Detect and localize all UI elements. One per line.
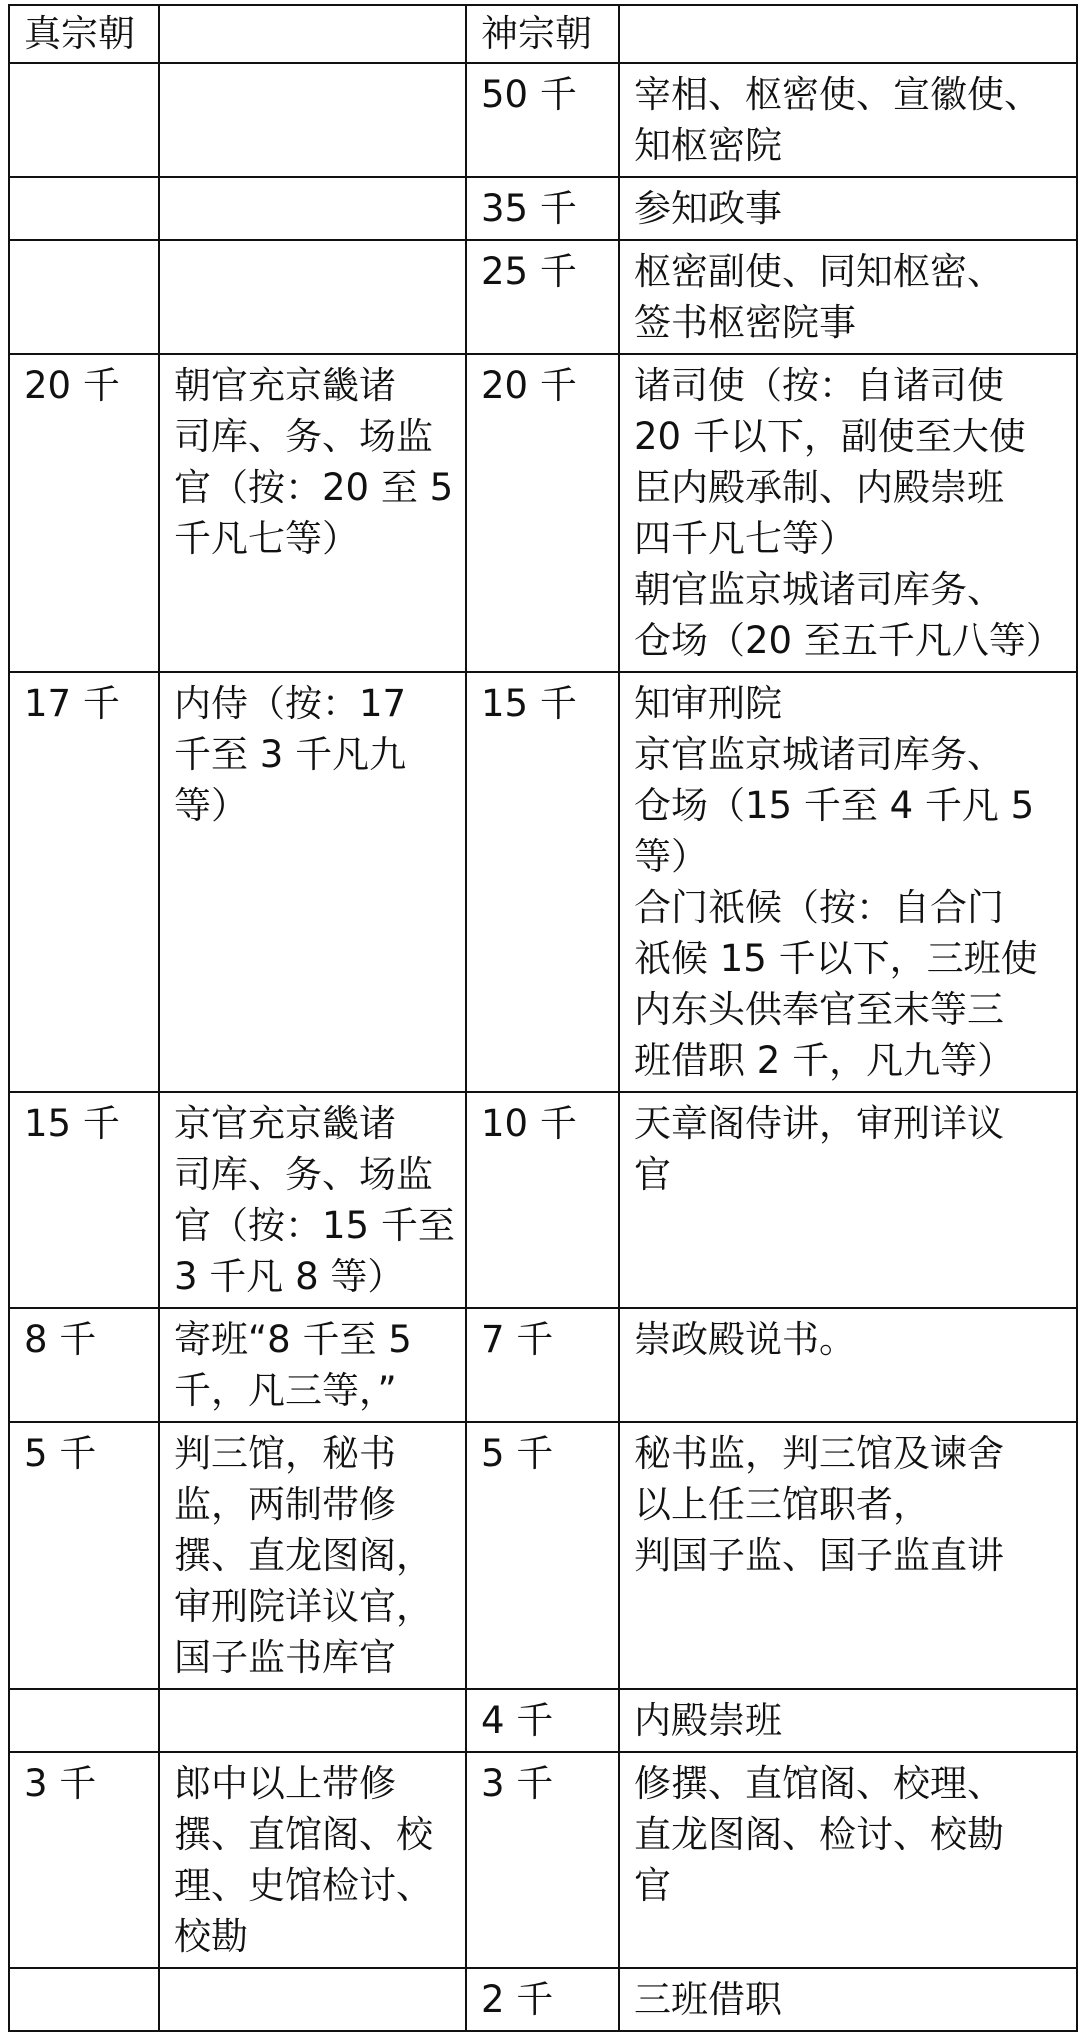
cell-line: 判国子监、国子监直讲 [634, 1534, 1004, 1577]
table-row [9, 354, 1077, 672]
cell-line: 国子监书库官 [174, 1636, 396, 1679]
zhenzong-amount-cell: 15 千 [9, 1092, 159, 1308]
zhenzong-amount-cell [9, 177, 159, 240]
cell-line: 官 [634, 1153, 671, 1196]
cell-line: 理、史馆检讨、 [174, 1864, 433, 1907]
zhenzong-amount-cell [9, 63, 159, 177]
cell-line: 知审刑院 [634, 682, 782, 725]
header-zhenzong: 真宗朝 [9, 5, 159, 63]
cell-line: 班借职 2 千，凡九等） [634, 1039, 1015, 1082]
zhenzong-office-cell [159, 672, 466, 1092]
cell-line: 司库、务、场监 [174, 415, 433, 458]
shenzong-office-cell [619, 1689, 1077, 1752]
zhenzong-amount-cell [9, 240, 159, 354]
cell-line: 修撰、直馆阁、校理、 [634, 1762, 1004, 1805]
cell-line: 3 千凡 8 等） [174, 1255, 405, 1298]
shenzong-amount-cell: 7 千 [466, 1308, 619, 1422]
table-row [9, 177, 1077, 240]
zhenzong-amount-cell [9, 1968, 159, 2031]
cell-line: 官（按：20 至 5 [174, 466, 454, 509]
zhenzong-amount-cell: 3 千 [9, 1752, 159, 1968]
cell-line: 判三馆，秘书 [174, 1432, 396, 1475]
cell-line: 郎中以上带修 [174, 1762, 396, 1805]
cell-line: 秘书监，判三馆及谏舍 [634, 1432, 1004, 1475]
shenzong-amount-cell: 50 千 [466, 63, 619, 177]
zhenzong-office-cell [159, 1422, 466, 1689]
cell-line: 参知政事 [634, 187, 782, 230]
zhenzong-office-cell [159, 1752, 466, 1968]
cell-line: 枢密副使、同知枢密、 [634, 250, 1004, 293]
shenzong-office-cell [619, 1968, 1077, 2031]
zhenzong-office-cell [159, 177, 466, 240]
zhenzong-amount-cell: 5 千 [9, 1422, 159, 1689]
cell-line: 20 千以下，副使至大使 [634, 415, 1026, 458]
shenzong-office-cell [619, 1422, 1077, 1689]
cell-line: 等） [634, 835, 708, 878]
shenzong-amount-cell: 2 千 [466, 1968, 619, 2031]
cell-line: 官 [634, 1864, 671, 1907]
cell-line: 仓场（20 至五千凡八等） [634, 619, 1063, 662]
zhenzong-office-cell [159, 240, 466, 354]
shenzong-amount-cell: 20 千 [466, 354, 619, 672]
table-row [9, 1092, 1077, 1308]
shenzong-amount-cell: 25 千 [466, 240, 619, 354]
zhenzong-office-cell [159, 354, 466, 672]
shenzong-amount-cell: 3 千 [466, 1752, 619, 1968]
table-row [9, 63, 1077, 177]
cell-line: 祇候 15 千以下，三班使 [634, 937, 1038, 980]
table-row [9, 1968, 1077, 2031]
cell-line: 司库、务、场监 [174, 1153, 433, 1196]
cell-line: 等） [174, 784, 248, 827]
cell-line: 仓场（15 千至 4 千凡 5 [634, 784, 1035, 827]
zhenzong-office-cell [159, 1092, 466, 1308]
cell-line: 撰、直馆阁、校 [174, 1813, 433, 1856]
table-body [9, 63, 1077, 2031]
cell-line: 臣内殿承制、内殿崇班 [634, 466, 1004, 509]
cell-line: 寄班“8 千至 5 [174, 1318, 412, 1361]
cell-line: 诸司使（按：自诸司使 [634, 364, 1004, 407]
cell-line: 知枢密院 [634, 124, 782, 167]
shenzong-amount-cell: 10 千 [466, 1092, 619, 1308]
zhenzong-office-cell [159, 63, 466, 177]
cell-line: 三班借职 [634, 1978, 782, 2021]
table-row [9, 1689, 1077, 1752]
shenzong-office-cell [619, 1092, 1077, 1308]
cell-line: 监，两制带修 [174, 1483, 396, 1526]
cell-line: 合门祇候（按：自合门 [634, 886, 1004, 929]
shenzong-office-cell [619, 354, 1077, 672]
table-row [9, 240, 1077, 354]
cell-line: 审刑院详议官， [174, 1585, 433, 1628]
cell-line: 千凡七等） [174, 517, 359, 560]
shenzong-office-cell [619, 1752, 1077, 1968]
shenzong-amount-cell: 4 千 [466, 1689, 619, 1752]
table-row [9, 672, 1077, 1092]
cell-line: 四千凡七等） [634, 517, 856, 560]
cell-line: 内殿崇班 [634, 1699, 782, 1742]
cell-line: 以上任三馆职者， [634, 1483, 930, 1526]
header-shenzong-office [619, 5, 1077, 63]
cell-line: 崇政殿说书。 [634, 1318, 856, 1361]
shenzong-amount-cell: 5 千 [466, 1422, 619, 1689]
table-row [9, 1752, 1077, 1968]
shenzong-amount-cell: 15 千 [466, 672, 619, 1092]
cell-line: 撰、直龙图阁， [174, 1534, 433, 1577]
zhenzong-office-cell [159, 1968, 466, 2031]
cell-line: 签书枢密院事 [634, 301, 856, 344]
header-shenzong: 神宗朝 [466, 5, 619, 63]
cell-line: 官（按：15 千至 [174, 1204, 455, 1247]
zhenzong-amount-cell: 17 千 [9, 672, 159, 1092]
cell-line: 天章阁侍讲，审刑详议 [634, 1102, 1004, 1145]
cell-line: 直龙图阁、检讨、校勘 [634, 1813, 1004, 1856]
shenzong-office-cell [619, 63, 1077, 177]
zhenzong-office-cell [159, 1308, 466, 1422]
cell-line: 千至 3 千凡九 [174, 733, 407, 776]
zhenzong-amount-cell [9, 1689, 159, 1752]
header-zhenzong-office [159, 5, 466, 63]
zhenzong-amount-cell: 8 千 [9, 1308, 159, 1422]
table-row [9, 1422, 1077, 1689]
cell-line: 内侍（按：17 [174, 682, 407, 725]
salary-comparison-table [8, 4, 1078, 2032]
shenzong-amount-cell: 35 千 [466, 177, 619, 240]
cell-line: 朝官监京城诸司库务、 [634, 568, 1004, 611]
shenzong-office-cell [619, 1308, 1077, 1422]
table-row [9, 1308, 1077, 1422]
shenzong-office-cell [619, 240, 1077, 354]
cell-line: 宰相、枢密使、宣徽使、 [634, 73, 1041, 116]
zhenzong-office-cell [159, 1689, 466, 1752]
cell-line: 京官充京畿诸 [174, 1102, 396, 1145]
cell-line: 内东头供奉官至末等三 [634, 988, 1004, 1031]
zhenzong-amount-cell: 20 千 [9, 354, 159, 672]
cell-line: 千，凡三等，” [174, 1369, 397, 1412]
shenzong-office-cell [619, 177, 1077, 240]
header-row [9, 5, 1077, 63]
cell-line: 校勘 [174, 1915, 248, 1958]
cell-line: 朝官充京畿诸 [174, 364, 396, 407]
cell-line: 京官监京城诸司库务、 [634, 733, 1004, 776]
shenzong-office-cell [619, 672, 1077, 1092]
